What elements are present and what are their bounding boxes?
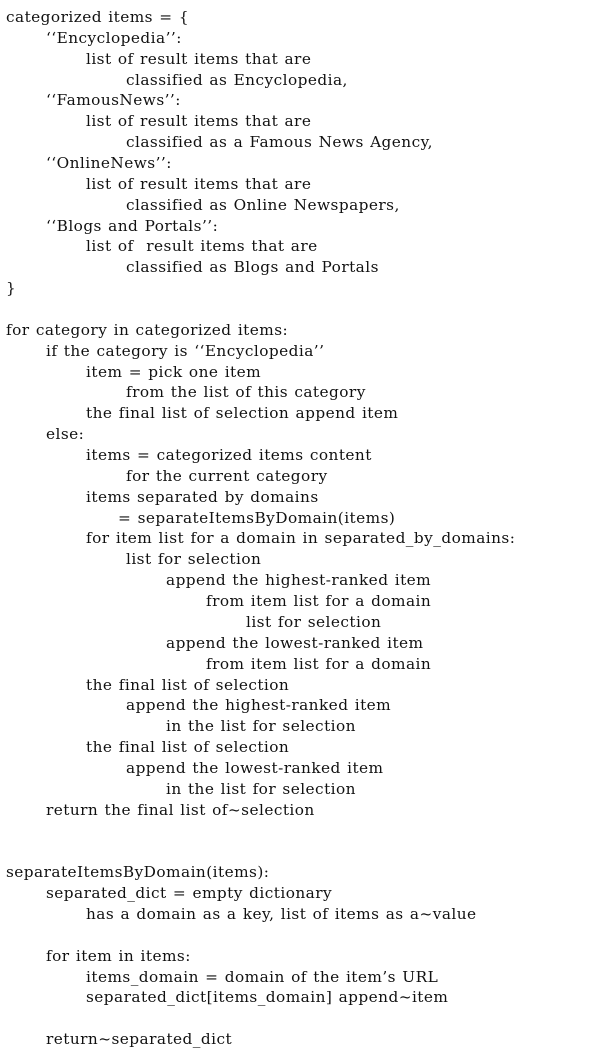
code-line bbox=[6, 821, 602, 842]
code-line: ‘‘Encyclopedia’’: bbox=[46, 28, 182, 47]
code-line: the final list of selection append item bbox=[86, 404, 399, 423]
code-line: item = pick one item bbox=[86, 362, 262, 381]
code-line: else: bbox=[46, 425, 85, 444]
code-line: ‘‘Blogs and Portals’’: bbox=[46, 216, 219, 235]
code-line: } bbox=[6, 279, 17, 298]
pseudocode-listing bbox=[6, 7, 602, 1050]
code-line: append the lowest-ranked item bbox=[126, 758, 384, 777]
code-line: in the list for selection bbox=[166, 717, 356, 736]
code-line: for item list for a domain in separated_by_domains: bbox=[86, 529, 516, 548]
code-line: list of result items that are bbox=[86, 112, 312, 131]
code-line: from item list for a domain bbox=[206, 654, 432, 673]
code-line: the final list of selection bbox=[86, 738, 290, 757]
code-line: for category in categorized items: bbox=[6, 320, 289, 339]
code-line: in the list for selection bbox=[166, 779, 356, 798]
code-line: ‘‘FamousNews’’: bbox=[46, 91, 181, 110]
code-line: list for selection bbox=[126, 550, 262, 569]
code-line: classified as a Famous News Agency, bbox=[126, 133, 433, 152]
code-line bbox=[6, 925, 602, 946]
code-line: ‘‘OnlineNews’’: bbox=[46, 154, 172, 173]
code-line: classified as Blogs and Portals bbox=[126, 258, 379, 277]
code-line: list of result items that are bbox=[86, 174, 312, 193]
code-line: append the lowest-ranked item bbox=[166, 633, 424, 652]
code-line: from item list for a domain bbox=[206, 592, 432, 611]
code-line: categorized items = { bbox=[6, 8, 190, 26]
code-line: items separated by domains bbox=[86, 487, 319, 506]
code-line: classified as Encyclopedia, bbox=[126, 70, 348, 89]
code-line bbox=[6, 841, 602, 862]
code-line: for the current category bbox=[126, 466, 328, 485]
code-line: = separateItemsByDomain(items) bbox=[118, 508, 396, 527]
code-line: return the final list of~selection bbox=[46, 800, 315, 819]
code-line: classified as Online Newspapers, bbox=[126, 195, 400, 214]
code-line bbox=[6, 1008, 602, 1029]
code-line bbox=[6, 299, 602, 320]
code-line: for item in items: bbox=[46, 946, 191, 965]
code-line: from the list of this category bbox=[126, 383, 366, 402]
code-line: append the highest-ranked item bbox=[126, 696, 392, 715]
code-line: separated_dict = empty dictionary bbox=[46, 884, 333, 903]
code-line: if the category is ‘‘Encyclopedia’’ bbox=[46, 341, 325, 360]
code-line: the final list of selection bbox=[86, 675, 290, 694]
code-line: list of result items that are bbox=[86, 49, 312, 68]
code-line: list for selection bbox=[246, 612, 382, 631]
code-line: items = categorized items content bbox=[86, 446, 372, 465]
code-line: append the highest-ranked item bbox=[166, 571, 432, 590]
code-line: separated_dict[items_domain] append~item bbox=[86, 988, 449, 1007]
code-line: separateItemsByDomain(items): bbox=[6, 863, 270, 882]
code-line: has a domain as a key, list of items as a~value bbox=[86, 904, 477, 923]
code-line: return~separated_dict bbox=[46, 1030, 233, 1049]
code-line: items_domain = domain of the item’s URL bbox=[86, 967, 439, 986]
code-line: list of result items that are bbox=[86, 237, 318, 256]
